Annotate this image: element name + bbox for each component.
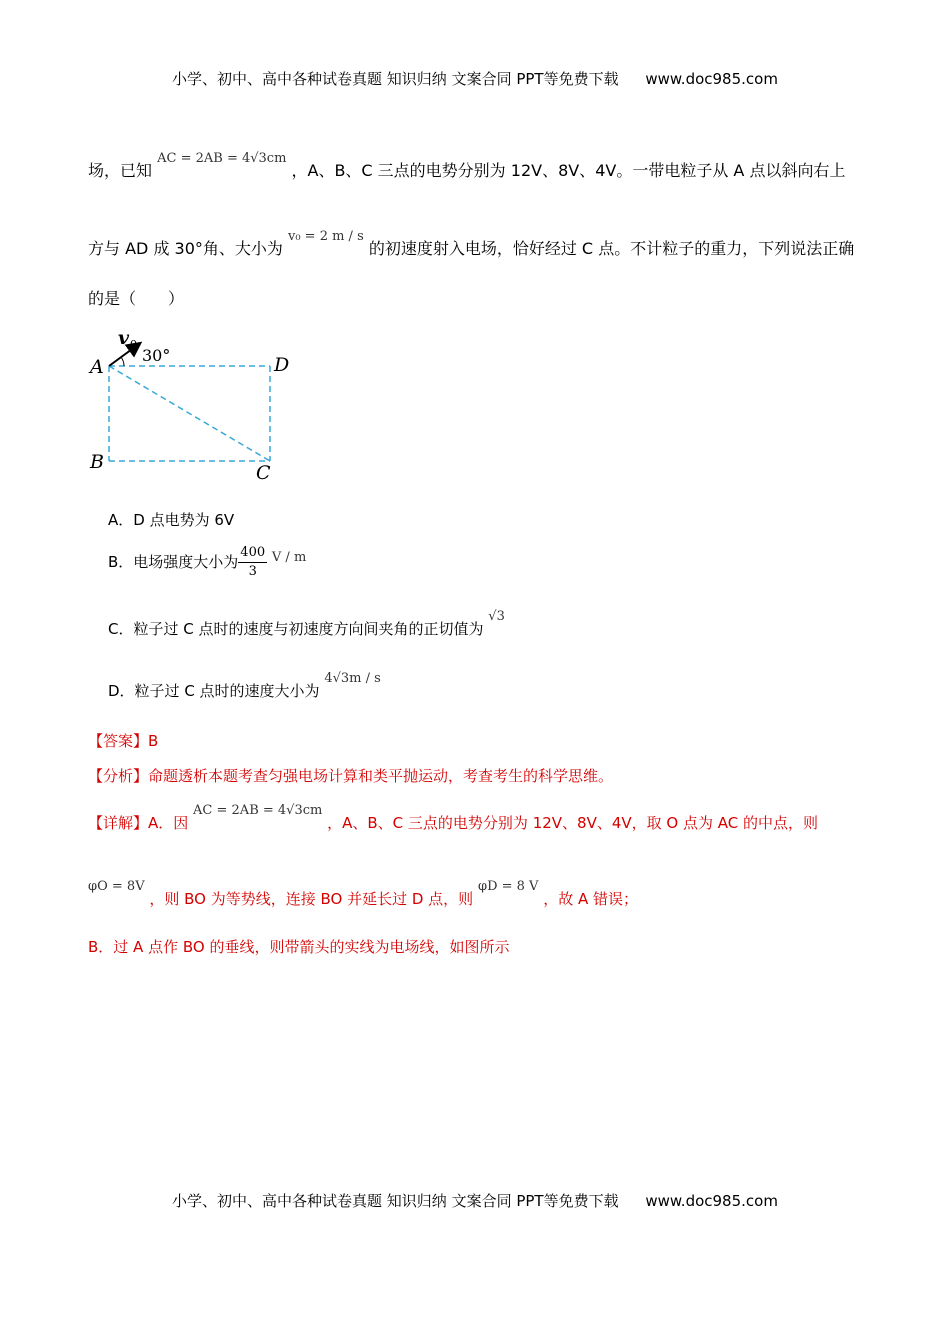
header-site-link[interactable]: www.doc985.com	[645, 70, 778, 88]
label-v0: v	[118, 327, 130, 349]
option-a[interactable]: A．D 点电势为 6V	[108, 511, 235, 529]
question-line-2: 方与 AD 成 30°角、大小为 $^{v_0 = 2 m / s}$ 的初速度射入电场，恰好经过 C 点。不计粒子的重力，下列说法正确	[88, 229, 855, 258]
page-header	[0, 68, 950, 89]
detail-line-c: B．过 A 点作 BO 的垂线，则带箭头的实线为电场线，如图所示	[88, 938, 510, 956]
label-v0-sub: 0	[130, 338, 137, 351]
footer-title: 小学、初中、高中各种试卷真题 知识归纳 文案合同 PPT等免费下载	[172, 1192, 619, 1210]
label-b: B	[90, 451, 104, 473]
velocity-value: 4√3m / s	[324, 671, 381, 686]
rectangle-figure	[84, 322, 314, 488]
angle-arc	[121, 357, 124, 366]
phi-o: φO = 8V	[88, 879, 145, 894]
equation-v0: v₀ = 2 m / s	[287, 229, 364, 244]
label-d: D	[274, 354, 290, 376]
option-c[interactable]: C．粒子过 C 点时的速度与初速度方向间夹角的正切值为 √3	[108, 609, 505, 638]
answer-line: 【答案】B	[88, 732, 159, 750]
equation-ac: AC = 2AB = 4√3cm	[157, 151, 287, 166]
option-b[interactable]: B．电场强度大小为 $\frac{400}{3}$ V / m	[108, 545, 307, 579]
sqrt3-value: √3	[488, 609, 505, 624]
label-angle: 30°	[142, 346, 171, 365]
question-line-1: 场，已知 $^{AC = 2AB = 4√3cm}$ ，A、B、C 三点的电势分别为 12V、8V、4V。一带电粒子从 A 点以斜向右上	[88, 151, 846, 180]
detail-line-a: 【详解】A．因 AC = 2AB = 4√3cm ，A、B、C 三点的电势分别为 12V、8V、4V，取 O 点为 AC 的中点，则	[88, 803, 818, 832]
footer-site-link[interactable]: www.doc985.com	[645, 1192, 778, 1210]
option-d[interactable]: D．粒子过 C 点时的速度大小为 4√3m / s	[108, 671, 381, 700]
fraction-400-3: $\frac{400}{3}$	[240, 545, 266, 579]
detail-line-b: φO = 8V ，则 BO 为等势线，连接 BO 并延长过 D 点，则 φD = 8 V ，故 A 错误；	[88, 879, 639, 908]
phi-d: φD = 8 V	[477, 879, 539, 894]
detail-equation-ac: AC = 2AB = 4√3cm	[193, 803, 323, 818]
analysis-line: 【分析】命题透析本题考查匀强电场计算和类平抛运动，考查考生的科学思维。	[88, 767, 614, 785]
header-title: 小学、初中、高中各种试卷真题 知识归纳 文案合同 PPT等免费下载	[172, 70, 619, 88]
label-a: A	[90, 356, 104, 378]
page-footer	[0, 1190, 950, 1211]
question-line-3: 的是（ ）	[88, 289, 185, 308]
label-c: C	[256, 462, 271, 484]
diagonal-ac	[109, 366, 270, 461]
